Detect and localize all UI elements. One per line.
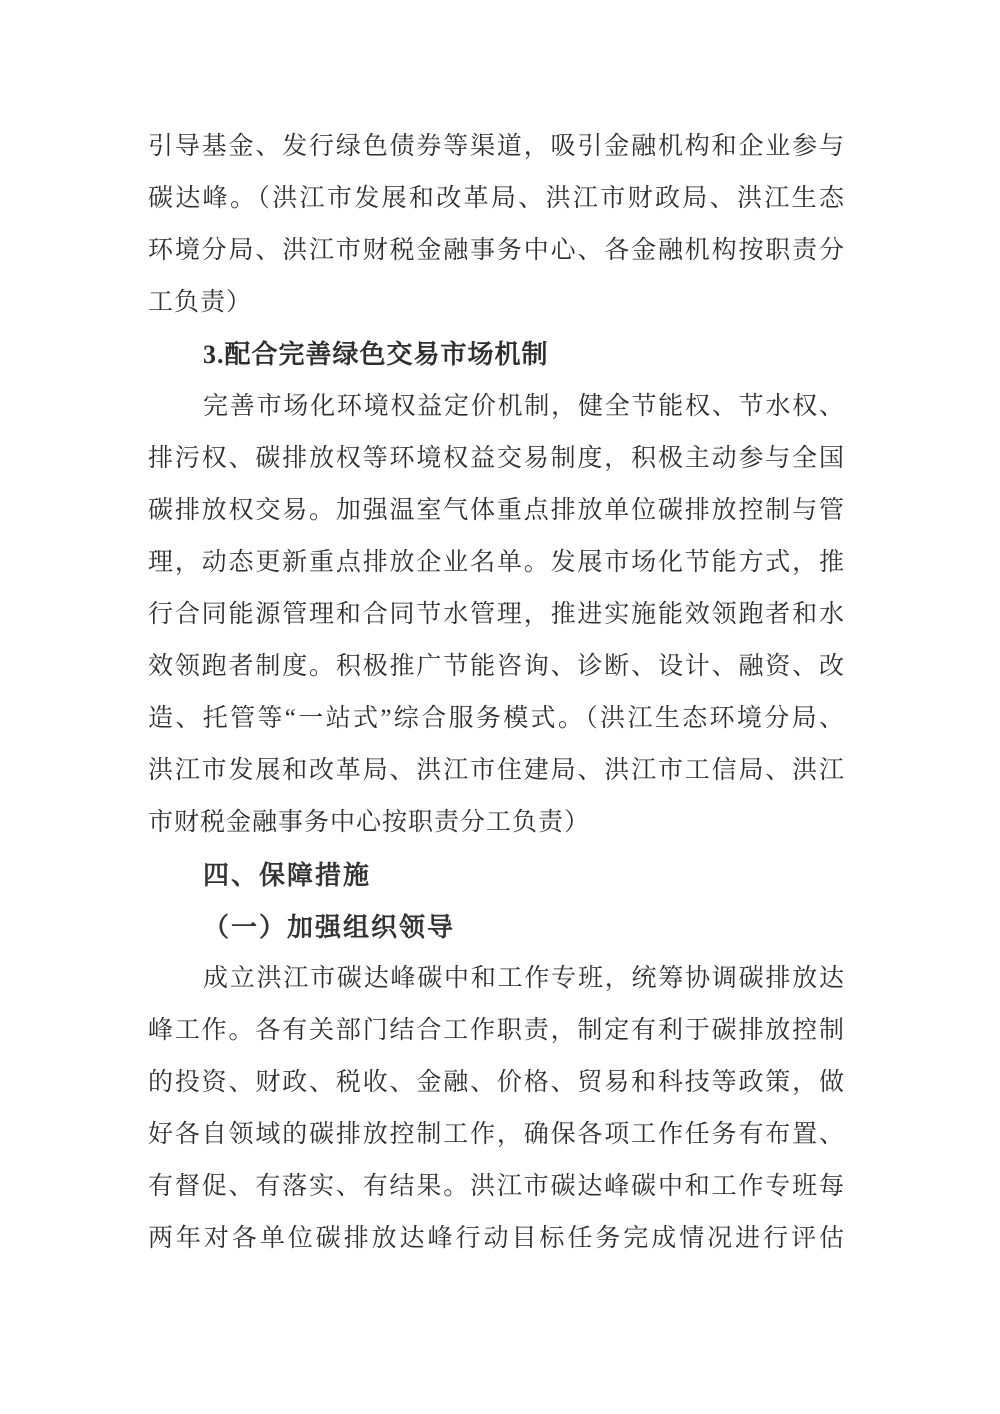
heading-line: （一）加强组织领导 [203, 912, 456, 942]
paragraph-line: 引导基金、发行绿色债券等渠道，吸引金融机构和企业参与 [148, 133, 845, 160]
paragraph-line: 排污权、碳排放权等环境权益交易制度，积极主动参与全国 [148, 445, 845, 472]
paragraph-line: 环境分局、洪江市财税金融事务中心、各金融机构按职责分 [148, 237, 845, 264]
paragraph-line: 有督促、有落实、有结果。洪江市碳达峰碳中和工作专班每 [148, 1173, 845, 1200]
paragraph-line: 两年对各单位碳排放达峰行动目标任务完成情况进行评估 [148, 1225, 845, 1252]
heading-line: 3.配合完善绿色交易市场机制 [203, 340, 549, 369]
paragraph-line: 洪江市发展和改革局、洪江市住建局、洪江市工信局、洪江 [148, 757, 845, 784]
paragraph-line: 碳达峰。（洪江市发展和改革局、洪江市财政局、洪江生态 [148, 185, 845, 212]
paragraph-line: 碳排放权交易。加强温室气体重点排放单位碳排放控制与管 [148, 497, 845, 524]
paragraph-line: 成立洪江市碳达峰碳中和工作专班，统筹协调碳排放达 [203, 965, 845, 992]
paragraph-line: 造、托管等“一站式”综合服务模式。（洪江生态环境分局、 [148, 705, 845, 732]
heading-line: 四、保障措施 [203, 860, 372, 890]
paragraph-line: 行合同能源管理和合同节水管理，推进实施能效领跑者和水 [148, 601, 845, 628]
paragraph-line: 峰工作。各有关部门结合工作职责，制定有利于碳排放控制 [148, 1017, 845, 1044]
paragraph-line: 的投资、财政、税收、金融、价格、贸易和科技等政策，做 [148, 1069, 845, 1096]
paragraph-line: 好各自领域的碳排放控制工作，确保各项工作任务有布置、 [148, 1121, 845, 1148]
paragraph-line: 市财税金融事务中心按职责分工负责） [148, 809, 591, 836]
paragraph-line: 理，动态更新重点排放企业名单。发展市场化节能方式，推 [148, 549, 845, 576]
paragraph-line: 效领跑者制度。积极推广节能咨询、诊断、设计、融资、改 [148, 653, 845, 680]
paragraph-line: 完善市场化环境权益定价机制，健全节能权、节水权、 [203, 393, 845, 420]
text-area [148, 121, 845, 1265]
paragraph-line: 工负责） [148, 289, 253, 316]
